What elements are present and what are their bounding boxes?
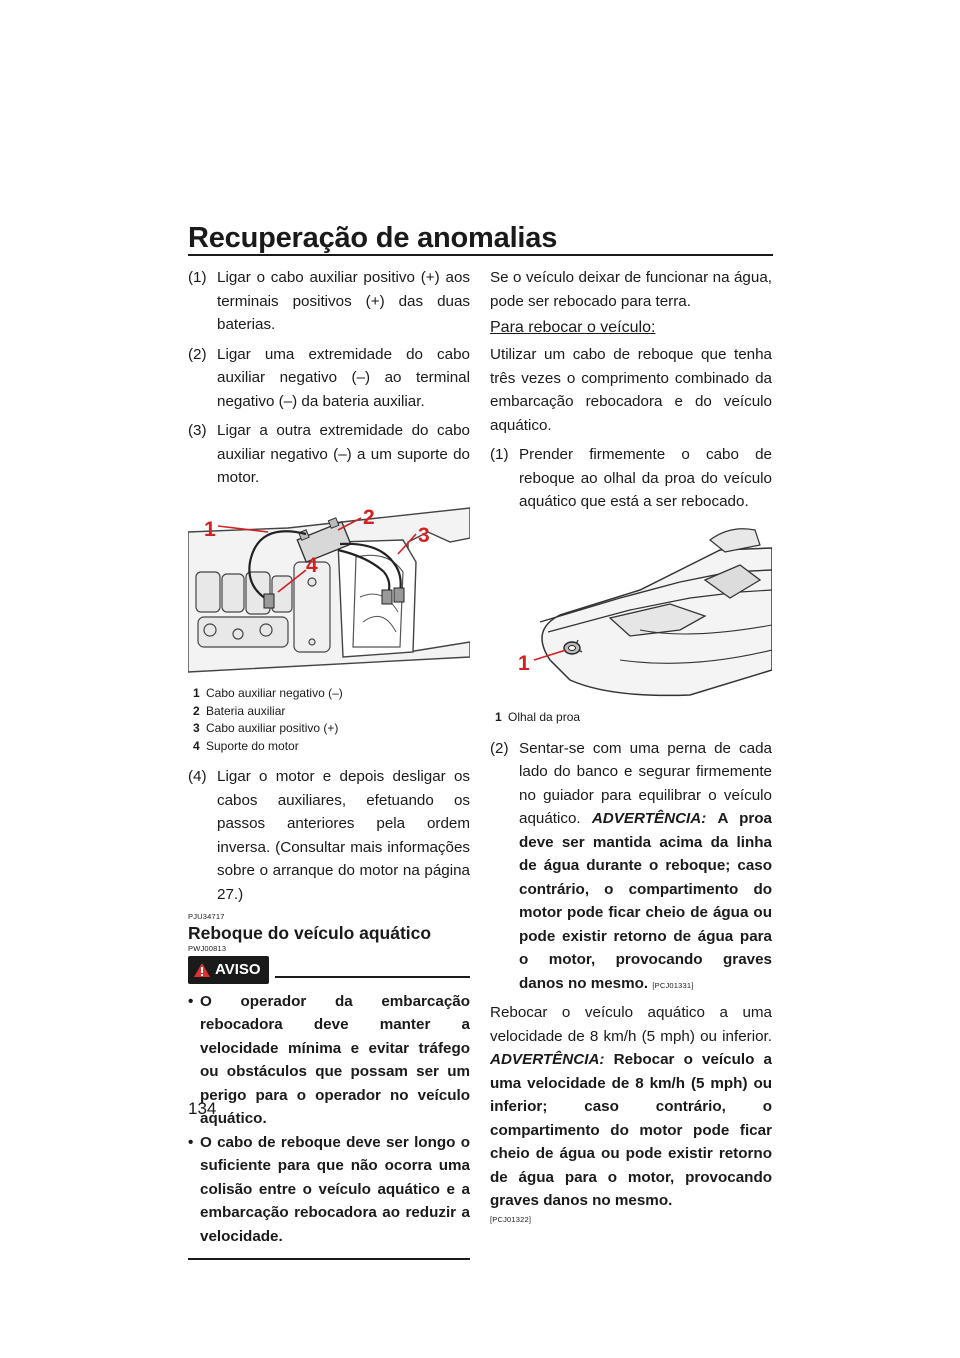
speed-plain-text: Rebocar o veículo aquático a uma velocidade de 8 km/h (5 mph) ou inferior. bbox=[490, 1004, 772, 1045]
step-2 bbox=[188, 343, 470, 414]
warning-inline-label: ADVERTÊNCIA: bbox=[490, 1051, 605, 1068]
bow-eye-figure bbox=[490, 520, 772, 706]
warning-label: AVISO bbox=[215, 961, 261, 978]
step-number: (1) bbox=[490, 446, 509, 463]
towing-step-1 bbox=[490, 443, 772, 514]
warning-rule bbox=[275, 976, 470, 978]
section-title: Reboque do veículo aquático bbox=[188, 923, 432, 943]
warning-inline-text: A proa deve ser mantida acima da linha de água durante o reboque; caso contrário, o compartimento do motor pode ficar cheio de água ou pode existir retorno de água para o motor, provocando graves danos no mesmo. bbox=[519, 810, 772, 992]
warning-bullets bbox=[188, 990, 470, 1249]
callout-1: 1 bbox=[204, 517, 216, 541]
step-text: Ligar o motor e depois desligar os cabos auxiliares, efetuando os passos anteriores pela ordem inversa. (Consultar mais informações sobre o arranque do motor na página 27.) bbox=[217, 768, 470, 903]
step-text: Ligar o cabo auxiliar positivo (+) aos terminais positivos (+) das duas baterias. bbox=[217, 269, 470, 333]
legend-item: 4 Suporte do motor bbox=[193, 738, 299, 753]
figure-legend bbox=[193, 685, 470, 755]
towing-rope-text: Utilizar um cabo de reboque que tenha três vezes o comprimento combinado da embarcação rebocadora e do veículo aquático. bbox=[490, 346, 772, 434]
step-number: (2) bbox=[188, 345, 207, 363]
towing-step-2 bbox=[490, 737, 772, 996]
step-number: (1) bbox=[188, 269, 207, 286]
step-1 bbox=[188, 266, 470, 337]
callout-2: 2 bbox=[363, 505, 375, 529]
warning-code: PWJ00813 bbox=[188, 944, 227, 953]
step-text: Prender firmemente o cabo de reboque ao olhal da proa do veículo aquático que está a ser rebocado. bbox=[519, 446, 772, 510]
step-number: (4) bbox=[188, 768, 207, 785]
page-number: 134 bbox=[188, 1099, 217, 1118]
warning-inline-code: [PCJ01331] bbox=[652, 980, 694, 990]
left-column bbox=[188, 266, 470, 1260]
callout-1: 1 bbox=[518, 651, 530, 675]
engine-compartment-figure bbox=[188, 502, 470, 682]
legend-item: 1 Olhal da proa bbox=[495, 710, 581, 724]
right-column bbox=[490, 266, 772, 1225]
step-text bbox=[519, 737, 772, 996]
subsection-title: Para rebocar o veículo: bbox=[490, 319, 656, 336]
legend-item: 1 Cabo auxiliar negativo (–) bbox=[193, 686, 343, 700]
step-4 bbox=[188, 765, 470, 906]
step-number: (3) bbox=[188, 422, 207, 439]
step-3 bbox=[188, 419, 470, 490]
page-title: Recuperação de anomalias bbox=[188, 222, 558, 254]
figure-legend bbox=[495, 709, 772, 727]
warning-bullet: • O operador da embarcação rebocadora deve manter a velocidade mínima e evitar tráfego ou obstáculos que possam ser um perigo para o operador no veículo aquático. bbox=[188, 992, 470, 1127]
intro-text: Se o veículo deixar de funcionar na água, pode ser rebocado para terra. bbox=[490, 269, 772, 310]
warning-bullet: • O cabo de reboque deve ser longo o suficiente para que não ocorra uma colisão entre o veículo aquático e a embarcação rebocadora ao reduzir a velocidade. bbox=[188, 1133, 470, 1245]
warning-badge bbox=[188, 956, 269, 984]
title-rule bbox=[188, 254, 773, 256]
legend-item: 3 Cabo auxiliar positivo (+) bbox=[193, 721, 339, 735]
warning-inline-text: Rebocar o veículo a uma velocidade de 8 km/h (5 mph) ou inferior; caso contrário, o compartimento do motor pode ficar cheio de água ou pode existir retorno de água para o motor, provocando graves danos no mesmo. bbox=[490, 1051, 772, 1209]
callout-3: 3 bbox=[418, 523, 430, 547]
legend-item: 2 Bateria auxiliar bbox=[193, 703, 286, 718]
step-text: Ligar a outra extremidade do cabo auxiliar negativo (–) a um suporte do motor. bbox=[217, 422, 470, 486]
step-plain-text: Sentar-se com uma perna de cada lado do banco e segurar firmemente no guiador para equilibrar o veículo aquático. bbox=[519, 739, 772, 827]
warning-triangle-icon bbox=[194, 963, 210, 977]
step-number: (2) bbox=[490, 739, 509, 757]
warning-inline-code: [PCJ01322] bbox=[490, 1214, 532, 1224]
warning-header bbox=[188, 956, 470, 984]
warning-inline-label: ADVERTÊNCIA: bbox=[591, 810, 707, 827]
step-text: Ligar uma extremidade do cabo auxiliar negativo (–) ao terminal negativo (–) da bateria auxiliar. bbox=[217, 345, 470, 410]
towing-speed-text bbox=[490, 1001, 772, 1213]
watercraft-bow-illustration bbox=[490, 520, 772, 698]
engine-compartment-illustration bbox=[188, 502, 470, 674]
warning-end-rule bbox=[188, 1258, 470, 1260]
section-code: PJU34717 bbox=[188, 912, 225, 921]
callout-4: 4 bbox=[306, 553, 318, 577]
